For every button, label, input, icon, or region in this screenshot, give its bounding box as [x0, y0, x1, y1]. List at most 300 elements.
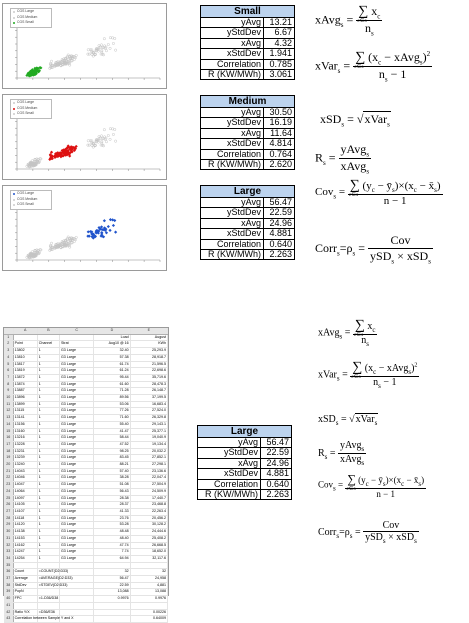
cell[interactable]: 14105 [13, 502, 37, 509]
row-header[interactable]: 34 [4, 555, 13, 562]
cell[interactable]: 14138 [13, 529, 37, 536]
cell[interactable]: 51.08 [94, 482, 130, 489]
cell[interactable]: 53.06 [94, 401, 130, 408]
cell[interactable]: G3 Large [60, 408, 94, 415]
cell[interactable]: =1-D36/D38 [37, 596, 59, 603]
cell[interactable]: 41.33 [94, 508, 130, 515]
row-header[interactable]: 31 [4, 535, 13, 542]
formula-xsd: xSD$_s$ = √xVar$_s$ [318, 414, 378, 427]
cell[interactable]: Correlation between Sample Y and X [13, 616, 37, 623]
cell[interactable]: G3 Large [60, 435, 94, 442]
cell[interactable]: 13,088 [94, 589, 130, 596]
cell[interactable]: 1 [37, 388, 59, 395]
cell[interactable]: 28.37 [94, 502, 130, 509]
cell[interactable]: G3 Large [60, 468, 94, 475]
cell[interactable]: C [60, 328, 94, 334]
cell[interactable]: G3 Large [60, 428, 94, 435]
cell[interactable]: StdDev [13, 582, 37, 589]
cell[interactable]: 23.76 [94, 515, 130, 522]
table-row: xAvg 24.96 [201, 218, 295, 228]
cell[interactable] [60, 609, 94, 616]
cell[interactable]: 1 [37, 542, 59, 549]
row-header[interactable]: 35 [4, 562, 13, 569]
row-header[interactable]: 37 [4, 576, 13, 583]
cell[interactable]: 1 [37, 401, 59, 408]
cell[interactable]: G3 Large [60, 368, 94, 375]
cell[interactable]: 35,719.6 [130, 374, 167, 381]
cell[interactable] [60, 596, 94, 603]
cell[interactable]: 13156 [13, 421, 37, 428]
legend-item: CGS Large [11, 9, 51, 15]
cell[interactable]: Ratio Y/X [13, 609, 37, 616]
cell[interactable]: G3 Large [60, 421, 94, 428]
cell[interactable]: 61.74 [94, 361, 130, 368]
cell[interactable]: 14064 [13, 488, 37, 495]
cell[interactable]: 32 [94, 569, 130, 576]
table-row [4, 576, 168, 583]
row-header[interactable]: 36 [4, 569, 13, 576]
table-row [4, 354, 168, 361]
row-header[interactable]: 25 [4, 495, 13, 502]
row-header[interactable]: 2 [4, 341, 13, 348]
cell[interactable]: 14118 [13, 515, 37, 522]
cell[interactable]: 0.00226 [130, 609, 167, 616]
cell[interactable]: 61.24 [94, 368, 130, 375]
table-row [4, 334, 168, 341]
cell[interactable]: 13231 [13, 448, 37, 455]
cell[interactable] [94, 602, 130, 609]
cell[interactable]: 1 [37, 555, 59, 562]
cell[interactable]: 28,478.3 [130, 381, 167, 388]
cell[interactable]: 22.59 [94, 582, 130, 589]
cell[interactable]: 16,683.4 [130, 401, 167, 408]
cell[interactable]: Load [94, 334, 130, 341]
row-header[interactable]: 3 [4, 348, 13, 355]
cell[interactable]: 1 [37, 428, 59, 435]
cell[interactable]: 27,504.9 [130, 482, 167, 489]
cell[interactable]: 19,040.9 [130, 435, 167, 442]
cell[interactable]: 13160 [13, 428, 37, 435]
cell[interactable]: 14047 [13, 482, 37, 489]
cell[interactable]: 1 [37, 421, 59, 428]
cell[interactable]: G3 Large [60, 388, 94, 395]
cell[interactable]: 1 [37, 515, 59, 522]
row-header[interactable]: 9 [4, 388, 13, 395]
cell[interactable] [37, 562, 59, 569]
cell[interactable]: 18,652.0 [130, 549, 167, 556]
cell[interactable]: G3 Large [60, 374, 94, 381]
cell[interactable]: 13239 [13, 455, 37, 462]
cell[interactable]: 1 [37, 441, 59, 448]
cell[interactable]: 1 [37, 495, 59, 502]
cell[interactable]: G3 Large [60, 415, 94, 422]
spreadsheet-grid [4, 328, 168, 623]
cell[interactable]: 1 [37, 408, 59, 415]
row-header[interactable]: 5 [4, 361, 13, 368]
background-point [103, 128, 105, 130]
cell[interactable]: 20,456.2 [130, 515, 167, 522]
row-header[interactable]: 20 [4, 462, 13, 469]
cell[interactable]: G3 Large [60, 522, 94, 529]
cell[interactable]: 14153 [13, 535, 37, 542]
cell[interactable]: 71.28 [94, 388, 130, 395]
cell[interactable]: 57.40 [94, 468, 130, 475]
row-header[interactable]: 4 [4, 354, 13, 361]
cell[interactable]: 1 [37, 462, 59, 469]
cell[interactable]: 1 [37, 508, 59, 515]
cell[interactable]: G3 Large [60, 354, 94, 361]
table-row: Correlation 0.764 [201, 149, 295, 159]
formula-r: $R_s$ = $\frac{yAvg_s}{xAvg_s}$ [315, 142, 370, 176]
cell[interactable]: G3 Large [60, 508, 94, 515]
cell[interactable]: FPC [13, 596, 37, 603]
row-header[interactable]: 43 [4, 616, 13, 623]
row-header[interactable]: 28 [4, 515, 13, 522]
cell[interactable]: G3 Large [60, 441, 94, 448]
cell[interactable]: 0.64009 [130, 616, 167, 623]
row-header[interactable]: 10 [4, 395, 13, 402]
cell[interactable]: 89.56 [94, 395, 130, 402]
cell[interactable]: 21,596.5 [130, 361, 167, 368]
cell[interactable]: =STDEV(D2:D33) [37, 582, 59, 589]
row-header[interactable]: 6 [4, 368, 13, 375]
cell[interactable]: G3 Large [60, 549, 94, 556]
cell[interactable]: 1 [37, 502, 59, 509]
cell[interactable]: G3 Large [60, 475, 94, 482]
cell[interactable]: G3 Large [60, 529, 94, 536]
cell[interactable]: 0.9976 [94, 596, 130, 603]
cell[interactable]: 56.47 [94, 576, 130, 583]
cell[interactable]: 13819 [13, 368, 37, 375]
table-row: xAvg 4.32 [201, 38, 295, 48]
cell[interactable]: 14162 [13, 542, 37, 549]
table-row [4, 408, 168, 415]
cell[interactable]: 14120 [13, 522, 37, 529]
row-header[interactable]: 14 [4, 421, 13, 428]
background-point [103, 37, 105, 39]
table-row [4, 562, 168, 569]
cell[interactable] [37, 589, 59, 596]
row-header[interactable]: 40 [4, 596, 13, 603]
cell[interactable]: 13899 [13, 401, 37, 408]
cell[interactable]: 13810 [13, 354, 37, 361]
cell[interactable]: G3 Large [60, 495, 94, 502]
cell[interactable]: 13874 [13, 381, 37, 388]
table-row: xAvg 11.64 [201, 128, 295, 138]
cell[interactable]: 1 [37, 374, 59, 381]
row-header[interactable]: 21 [4, 468, 13, 475]
cell[interactable]: 14247 [13, 549, 37, 556]
cell[interactable]: 48.48 [94, 529, 130, 536]
cell[interactable]: 19,134.4 [130, 441, 167, 448]
cell[interactable]: 1 [37, 354, 59, 361]
cell[interactable] [60, 334, 94, 341]
cell[interactable] [94, 616, 130, 623]
cell[interactable] [130, 562, 167, 569]
row-header[interactable]: 27 [4, 508, 13, 515]
cell[interactable]: 24,958 [130, 576, 167, 583]
cell[interactable]: G3 Large [60, 395, 94, 402]
cell[interactable]: 1 [37, 368, 59, 375]
cell[interactable]: Average [13, 576, 37, 583]
row-header[interactable]: 23 [4, 482, 13, 489]
row-header[interactable]: 42 [4, 609, 13, 616]
cell[interactable]: 1 [37, 482, 59, 489]
cell[interactable]: 1 [37, 468, 59, 475]
cell[interactable]: 83.45 [94, 455, 130, 462]
row-header[interactable]: 8 [4, 381, 13, 388]
cell[interactable]: 14107 [13, 508, 37, 515]
cell[interactable]: Strat [60, 341, 94, 348]
cell[interactable]: 1 [37, 435, 59, 442]
row-header[interactable]: 39 [4, 589, 13, 596]
cell[interactable]: 28,918.7 [130, 354, 167, 361]
cell[interactable]: 13872 [13, 374, 37, 381]
background-point [112, 42, 114, 44]
cell[interactable]: 13896 [13, 395, 37, 402]
cell[interactable]: 38.28 [94, 475, 130, 482]
cell[interactable]: G3 Large [60, 555, 94, 562]
table-row [4, 348, 168, 355]
cell[interactable]: 61.60 [94, 381, 130, 388]
cell[interactable]: 13115 [13, 408, 37, 415]
cell[interactable]: 22,047.4 [130, 475, 167, 482]
table-row: xStdDev 4.881 [201, 229, 295, 239]
cell[interactable]: 22,698.6 [130, 368, 167, 375]
cell[interactable]: 20,032.2 [130, 448, 167, 455]
cell[interactable]: 1 [37, 475, 59, 482]
cell[interactable]: G3 Large [60, 381, 94, 388]
cell[interactable]: 24,444.6 [130, 529, 167, 536]
row-header[interactable]: 1 [4, 334, 13, 341]
cell[interactable]: 27,298.1 [130, 462, 167, 469]
cell[interactable]: E [130, 328, 167, 334]
background-point [105, 141, 107, 143]
cell[interactable]: 13817 [13, 361, 37, 368]
cell[interactable]: 14043 [13, 468, 37, 475]
cell[interactable]: 22,263.4 [130, 508, 167, 515]
cell[interactable]: 24,509.9 [130, 488, 167, 495]
cell[interactable] [60, 562, 94, 569]
cell[interactable]: 26,329.8 [130, 415, 167, 422]
cell[interactable]: G3 Large [60, 361, 94, 368]
row-header[interactable]: 41 [4, 602, 13, 609]
cell[interactable]: 58.44 [94, 435, 130, 442]
table-row: xStdDev 4.881 [198, 469, 292, 479]
cell[interactable]: 1 [37, 381, 59, 388]
cell[interactable]: 32,117.6 [130, 555, 167, 562]
background-point [50, 242, 52, 244]
cell[interactable]: G3 Large [60, 482, 94, 489]
cell[interactable]: 1 [37, 549, 59, 556]
cell[interactable]: 13216 [13, 435, 37, 442]
cell[interactable]: 88.21 [94, 462, 130, 469]
cell[interactable]: 1 [37, 488, 59, 495]
row-header[interactable]: 15 [4, 428, 13, 435]
cell[interactable]: 13240 [13, 462, 37, 469]
cell[interactable] [13, 562, 37, 569]
row-header[interactable]: 16 [4, 435, 13, 442]
table-row: yStdDev 16.19 [201, 118, 295, 128]
cell[interactable]: 1 [37, 529, 59, 536]
cell[interactable]: 98.25 [94, 448, 130, 455]
cell[interactable]: 55.40 [94, 421, 130, 428]
row-header[interactable]: 18 [4, 448, 13, 455]
cell[interactable] [60, 589, 94, 596]
cell[interactable]: 53.28 [94, 522, 130, 529]
cell[interactable]: 71.60 [94, 415, 130, 422]
scatter-chart-medium [2, 94, 167, 180]
cell[interactable] [94, 562, 130, 569]
cell[interactable]: 23,136.6 [130, 468, 167, 475]
table-row: Correlation 0.640 [201, 239, 295, 249]
table-row: yStdDev 22.59 [198, 448, 292, 458]
row-header[interactable]: 22 [4, 475, 13, 482]
cell[interactable]: 23,468.8 [130, 502, 167, 509]
table-row: Correlation 0.785 [201, 59, 295, 69]
table-row [4, 508, 168, 515]
cell[interactable]: 28.38 [94, 495, 130, 502]
cell[interactable]: D [94, 328, 130, 334]
cell[interactable]: 41.47 [94, 428, 130, 435]
legend-item: CGS Medium [11, 106, 51, 112]
cell[interactable]: 27,524.0 [130, 408, 167, 415]
cell[interactable]: PopN [13, 589, 37, 596]
legend-item: CGS Medium [11, 15, 51, 21]
row-header[interactable]: 11 [4, 401, 13, 408]
cell[interactable]: 26,668.5 [130, 542, 167, 549]
cell[interactable]: 13141 [13, 415, 37, 422]
cell[interactable]: 95.44 [94, 374, 130, 381]
cell[interactable]: 48.40 [94, 535, 130, 542]
cell[interactable]: G3 Large [60, 535, 94, 542]
cell[interactable]: 25,377.1 [130, 428, 167, 435]
cell[interactable]: G3 Large [60, 515, 94, 522]
cell[interactable]: 77.26 [94, 408, 130, 415]
cell[interactable] [37, 334, 59, 341]
row-header[interactable]: 30 [4, 529, 13, 536]
cell[interactable]: 29,143.1 [130, 421, 167, 428]
cell[interactable]: August [130, 334, 167, 341]
cell[interactable] [13, 602, 37, 609]
cell[interactable]: 57.38 [94, 354, 130, 361]
cell[interactable]: 26,148.7 [130, 388, 167, 395]
cell[interactable]: 0.9976 [130, 596, 167, 603]
cell[interactable]: Count [13, 569, 37, 576]
cell[interactable]: 14254 [13, 555, 37, 562]
cell[interactable]: KWh [130, 341, 167, 348]
cell[interactable]: G3 Large [60, 455, 94, 462]
highlight-point [108, 229, 111, 232]
cell[interactable]: Channel [37, 341, 59, 348]
cell[interactable]: 1 [37, 361, 59, 368]
cell[interactable]: 30,128.2 [130, 522, 167, 529]
cell[interactable]: =D36/E36 [37, 609, 59, 616]
cell[interactable]: 32.40 [94, 348, 130, 355]
highlight-point [112, 224, 115, 227]
cell[interactable]: 64.94 [94, 555, 130, 562]
cell[interactable]: 25,293.9 [130, 348, 167, 355]
cell[interactable]: G3 Large [60, 488, 94, 495]
cell[interactable]: 13228 [13, 441, 37, 448]
cell[interactable]: G3 Large [60, 401, 94, 408]
cell[interactable]: 1 [37, 348, 59, 355]
cell[interactable]: A [13, 328, 37, 334]
cell[interactable] [60, 602, 94, 609]
background-point [105, 50, 107, 52]
cell[interactable]: 14097 [13, 495, 37, 502]
cell[interactable]: 13,088 [130, 589, 167, 596]
cell[interactable]: B [37, 328, 59, 334]
table-row: yStdDev 6.67 [201, 28, 295, 38]
cell[interactable]: 1 [37, 415, 59, 422]
cell[interactable]: 56.43 [94, 488, 130, 495]
cell[interactable]: G3 Large [60, 462, 94, 469]
row-header[interactable]: 7 [4, 374, 13, 381]
table-row [4, 388, 168, 395]
cell[interactable]: 14046 [13, 475, 37, 482]
table-row [4, 341, 168, 348]
row-header[interactable]: 24 [4, 488, 13, 495]
cell[interactable]: 1 [37, 448, 59, 455]
cell[interactable]: G3 Large [60, 542, 94, 549]
row-header[interactable]: 26 [4, 502, 13, 509]
cell[interactable] [130, 602, 167, 609]
cell[interactable]: 13887 [13, 388, 37, 395]
table-row [4, 482, 168, 489]
row-header[interactable]: 17 [4, 441, 13, 448]
cell[interactable]: 25,408.2 [130, 535, 167, 542]
cell[interactable]: 13802 [13, 348, 37, 355]
cell[interactable]: 1 [37, 535, 59, 542]
cell[interactable] [94, 609, 130, 616]
cell[interactable]: =COUNT(D2:D33) [37, 569, 59, 576]
cell[interactable]: =AVERAGE(D2:D33) [37, 576, 59, 583]
formula-r: $R_s$ = $\frac{yAvg_s}{xAvg_s}$ [318, 440, 365, 467]
table-row: R (KW/MWh) 2.620 [201, 160, 295, 170]
cell[interactable]: 1 [37, 522, 59, 529]
table-row [4, 381, 168, 388]
cell[interactable]: 47.52 [94, 441, 130, 448]
row-header[interactable]: 33 [4, 549, 13, 556]
cell[interactable]: 7.74 [94, 549, 130, 556]
row-header[interactable]: 29 [4, 522, 13, 529]
legend-item: CGS Small [11, 20, 51, 26]
cell[interactable]: 1 [37, 455, 59, 462]
cell[interactable]: 32 [130, 569, 167, 576]
cell[interactable]: Aug10 @ 16 [94, 341, 130, 348]
cell[interactable]: Point [13, 341, 37, 348]
table-row [4, 468, 168, 475]
cell[interactable]: 17,440.7 [130, 495, 167, 502]
cell[interactable]: G3 Large [60, 348, 94, 355]
row-header[interactable]: 19 [4, 455, 13, 462]
cell[interactable]: 1 [37, 395, 59, 402]
cell[interactable] [37, 602, 59, 609]
cell[interactable] [13, 334, 37, 341]
row-header[interactable]: 32 [4, 542, 13, 549]
table-row [4, 535, 168, 542]
cell[interactable]: G3 Large [60, 502, 94, 509]
cell[interactable]: 47.74 [94, 542, 130, 549]
row-header[interactable]: 12 [4, 408, 13, 415]
cell[interactable]: 27,852.1 [130, 455, 167, 462]
cell[interactable]: 37,199.5 [130, 395, 167, 402]
cell[interactable]: G3 Large [60, 448, 94, 455]
row-header[interactable]: 38 [4, 582, 13, 589]
row-header[interactable]: 13 [4, 415, 13, 422]
cell[interactable]: 4,881 [130, 582, 167, 589]
